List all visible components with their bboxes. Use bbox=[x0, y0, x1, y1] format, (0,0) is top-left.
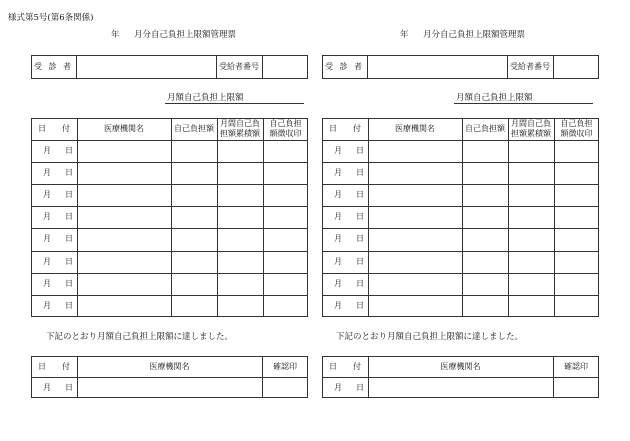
left-row-month-label: 月 bbox=[43, 190, 51, 200]
right-limit-label: 月額自己負担上限額 bbox=[456, 93, 533, 103]
right-row-cumulative-cell[interactable] bbox=[508, 295, 554, 317]
left-confirm-header-institution: 医療機関名 bbox=[149, 361, 190, 371]
right-row-cumulative-cell[interactable] bbox=[508, 140, 554, 162]
left-title: 月分自己負担上限額管理票 bbox=[134, 30, 237, 40]
left-header-cumulative: 月間自己負 担額累積額 bbox=[220, 119, 260, 138]
right-row-month-label: 月 bbox=[334, 278, 342, 288]
right-row-copay-cell[interactable] bbox=[462, 228, 508, 250]
left-row-stamp-cell[interactable] bbox=[263, 184, 308, 206]
right-row-copay-cell[interactable] bbox=[462, 251, 508, 273]
left-title-year: 年 bbox=[111, 30, 120, 40]
right-reached-note: 下記のとおり月額自己負担上限額に達しました。 bbox=[336, 332, 524, 342]
right-row-stamp-cell[interactable] bbox=[554, 295, 599, 317]
left-row-institution-cell[interactable] bbox=[77, 140, 171, 162]
right-confirm-day-label: 日 bbox=[356, 382, 364, 392]
left-row-institution-cell[interactable] bbox=[77, 206, 171, 228]
left-row-copay-cell[interactable] bbox=[171, 295, 217, 317]
right-header-institution: 医療機関名 bbox=[395, 124, 435, 133]
left-header-stamp: 自己負担 額徴収印 bbox=[269, 119, 302, 138]
left-row-cumulative-cell[interactable] bbox=[217, 273, 263, 295]
right-row-month-label: 月 bbox=[334, 300, 342, 310]
left-patient-field[interactable] bbox=[76, 55, 216, 79]
left-row-institution-cell[interactable] bbox=[77, 251, 171, 273]
right-row-day-label: 日 bbox=[356, 146, 364, 156]
left-limit-label: 月額自己負担上限額 bbox=[167, 93, 244, 103]
right-row-institution-cell[interactable] bbox=[368, 251, 462, 273]
left-row-month-label: 月 bbox=[43, 212, 51, 222]
right-row-month-label: 月 bbox=[334, 212, 342, 222]
left-row-cumulative-cell[interactable] bbox=[217, 206, 263, 228]
right-row-institution-cell[interactable] bbox=[368, 162, 462, 184]
right-row-cumulative-cell[interactable] bbox=[508, 162, 554, 184]
right-row-stamp-cell[interactable] bbox=[554, 228, 599, 250]
left-row-day-label: 日 bbox=[65, 256, 73, 266]
left-confirm-header-date: 日 付 bbox=[38, 361, 70, 371]
right-header-copay: 自己負担額 bbox=[465, 124, 505, 133]
left-row-month-label: 月 bbox=[43, 146, 51, 156]
left-row-copay-cell[interactable] bbox=[171, 184, 217, 206]
right-row-copay-cell[interactable] bbox=[462, 295, 508, 317]
right-row-institution-cell[interactable] bbox=[368, 184, 462, 206]
left-row-stamp-cell[interactable] bbox=[263, 273, 308, 295]
left-row-institution-cell[interactable] bbox=[77, 162, 171, 184]
left-row-cumulative-cell[interactable] bbox=[217, 295, 263, 317]
right-row-stamp-cell[interactable] bbox=[554, 273, 599, 295]
left-row-copay-cell[interactable] bbox=[171, 206, 217, 228]
left-row-stamp-cell[interactable] bbox=[263, 140, 308, 162]
right-row-institution-cell[interactable] bbox=[368, 273, 462, 295]
right-row-stamp-cell[interactable] bbox=[554, 206, 599, 228]
left-row-institution-cell[interactable] bbox=[77, 295, 171, 317]
left-row-stamp-cell[interactable] bbox=[263, 295, 308, 317]
right-header-date: 日 付 bbox=[329, 124, 361, 133]
left-row-month-label: 月 bbox=[43, 168, 51, 178]
right-header-cumulative: 月間自己負 担額累積額 bbox=[511, 119, 551, 138]
right-title: 月分自己負担上限額管理票 bbox=[423, 30, 526, 40]
left-row-cumulative-cell[interactable] bbox=[217, 184, 263, 206]
right-title-year: 年 bbox=[400, 30, 409, 40]
left-row-institution-cell[interactable] bbox=[77, 273, 171, 295]
right-confirm-month-label: 月 bbox=[334, 382, 342, 392]
right-row-day-label: 日 bbox=[356, 300, 364, 310]
right-row-stamp-cell[interactable] bbox=[554, 162, 599, 184]
right-patient-field[interactable] bbox=[367, 55, 507, 79]
right-recipient-no-label: 受給者番号 bbox=[510, 62, 550, 71]
left-row-stamp-cell[interactable] bbox=[263, 162, 308, 184]
right-row-day-label: 日 bbox=[356, 256, 364, 266]
form-number: 様式第5号(第6条関係) bbox=[8, 13, 94, 23]
left-row-cumulative-cell[interactable] bbox=[217, 162, 263, 184]
left-row-institution-cell[interactable] bbox=[77, 184, 171, 206]
left-row-day-label: 日 bbox=[65, 300, 73, 310]
left-row-stamp-cell[interactable] bbox=[263, 206, 308, 228]
left-row-month-label: 月 bbox=[43, 278, 51, 288]
left-row-copay-cell[interactable] bbox=[171, 251, 217, 273]
right-row-stamp-cell[interactable] bbox=[554, 184, 599, 206]
right-row-copay-cell[interactable] bbox=[462, 162, 508, 184]
left-row-month-label: 月 bbox=[43, 256, 51, 266]
right-row-copay-cell[interactable] bbox=[462, 206, 508, 228]
left-row-day-label: 日 bbox=[65, 168, 73, 178]
left-row-institution-cell[interactable] bbox=[77, 228, 171, 250]
right-row-month-label: 月 bbox=[334, 234, 342, 244]
right-patient-label: 受 診 者 bbox=[324, 62, 365, 71]
right-row-stamp-cell[interactable] bbox=[554, 140, 599, 162]
left-row-cumulative-cell[interactable] bbox=[217, 140, 263, 162]
left-row-copay-cell[interactable] bbox=[171, 273, 217, 295]
right-row-institution-cell[interactable] bbox=[368, 228, 462, 250]
right-row-month-label: 月 bbox=[334, 168, 342, 178]
left-row-day-label: 日 bbox=[65, 278, 73, 288]
left-reached-note: 下記のとおり月額自己負担上限額に達しました。 bbox=[46, 332, 234, 342]
left-row-copay-cell[interactable] bbox=[171, 140, 217, 162]
right-row-month-label: 月 bbox=[334, 146, 342, 156]
right-row-day-label: 日 bbox=[356, 234, 364, 244]
right-row-cumulative-cell[interactable] bbox=[508, 228, 554, 250]
left-row-day-label: 日 bbox=[65, 190, 73, 200]
right-row-cumulative-cell[interactable] bbox=[508, 273, 554, 295]
right-row-day-label: 日 bbox=[356, 278, 364, 288]
right-row-copay-cell[interactable] bbox=[462, 140, 508, 162]
left-row-day-label: 日 bbox=[65, 212, 73, 222]
left-row-stamp-cell[interactable] bbox=[263, 251, 308, 273]
right-row-day-label: 日 bbox=[356, 168, 364, 178]
right-row-cumulative-cell[interactable] bbox=[508, 184, 554, 206]
right-row-cumulative-cell[interactable] bbox=[508, 251, 554, 273]
right-row-copay-cell[interactable] bbox=[462, 273, 508, 295]
left-header-copay: 自己負担額 bbox=[174, 124, 214, 133]
left-row-cumulative-cell[interactable] bbox=[217, 228, 263, 250]
left-row-day-label: 日 bbox=[65, 146, 73, 156]
right-row-cumulative-cell[interactable] bbox=[508, 206, 554, 228]
left-row-copay-cell[interactable] bbox=[171, 162, 217, 184]
left-confirm-confirm-stamp-cell[interactable] bbox=[262, 377, 308, 398]
right-row-day-label: 日 bbox=[356, 190, 364, 200]
left-patient-label: 受 診 者 bbox=[33, 62, 74, 71]
left-row-cumulative-cell[interactable] bbox=[217, 251, 263, 273]
left-recipient-no-label: 受給者番号 bbox=[219, 62, 259, 71]
right-row-institution-cell[interactable] bbox=[368, 295, 462, 317]
left-header-date: 日 付 bbox=[38, 124, 70, 133]
left-confirm-month-label: 月 bbox=[43, 382, 51, 392]
left-row-month-label: 月 bbox=[43, 300, 51, 310]
right-confirm-institution-cell[interactable] bbox=[368, 377, 553, 398]
right-header-stamp: 自己負担 額徴収印 bbox=[560, 119, 593, 138]
left-header-institution: 医療機関名 bbox=[104, 124, 144, 133]
right-row-month-label: 月 bbox=[334, 190, 342, 200]
right-limit-field[interactable] bbox=[454, 103, 593, 104]
left-row-month-label: 月 bbox=[43, 234, 51, 244]
left-recipient-no-field[interactable] bbox=[262, 55, 308, 79]
right-row-stamp-cell[interactable] bbox=[554, 251, 599, 273]
left-row-stamp-cell[interactable] bbox=[263, 228, 308, 250]
left-limit-field[interactable] bbox=[165, 103, 304, 104]
right-row-copay-cell[interactable] bbox=[462, 184, 508, 206]
left-row-copay-cell[interactable] bbox=[171, 228, 217, 250]
left-confirm-institution-cell[interactable] bbox=[77, 377, 262, 398]
right-row-month-label: 月 bbox=[334, 256, 342, 266]
right-confirm-confirm-stamp-cell[interactable] bbox=[553, 377, 599, 398]
right-row-institution-cell[interactable] bbox=[368, 140, 462, 162]
left-confirm-day-label: 日 bbox=[65, 382, 73, 392]
right-confirm-header-confirm-stamp: 確認印 bbox=[564, 361, 588, 371]
right-confirm-header-date: 日 付 bbox=[329, 361, 361, 371]
left-row-day-label: 日 bbox=[65, 234, 73, 244]
right-row-day-label: 日 bbox=[356, 212, 364, 222]
right-row-institution-cell[interactable] bbox=[368, 206, 462, 228]
right-recipient-no-field[interactable] bbox=[553, 55, 599, 79]
left-confirm-header-confirm-stamp: 確認印 bbox=[273, 361, 297, 371]
right-confirm-header-institution: 医療機関名 bbox=[440, 361, 481, 371]
